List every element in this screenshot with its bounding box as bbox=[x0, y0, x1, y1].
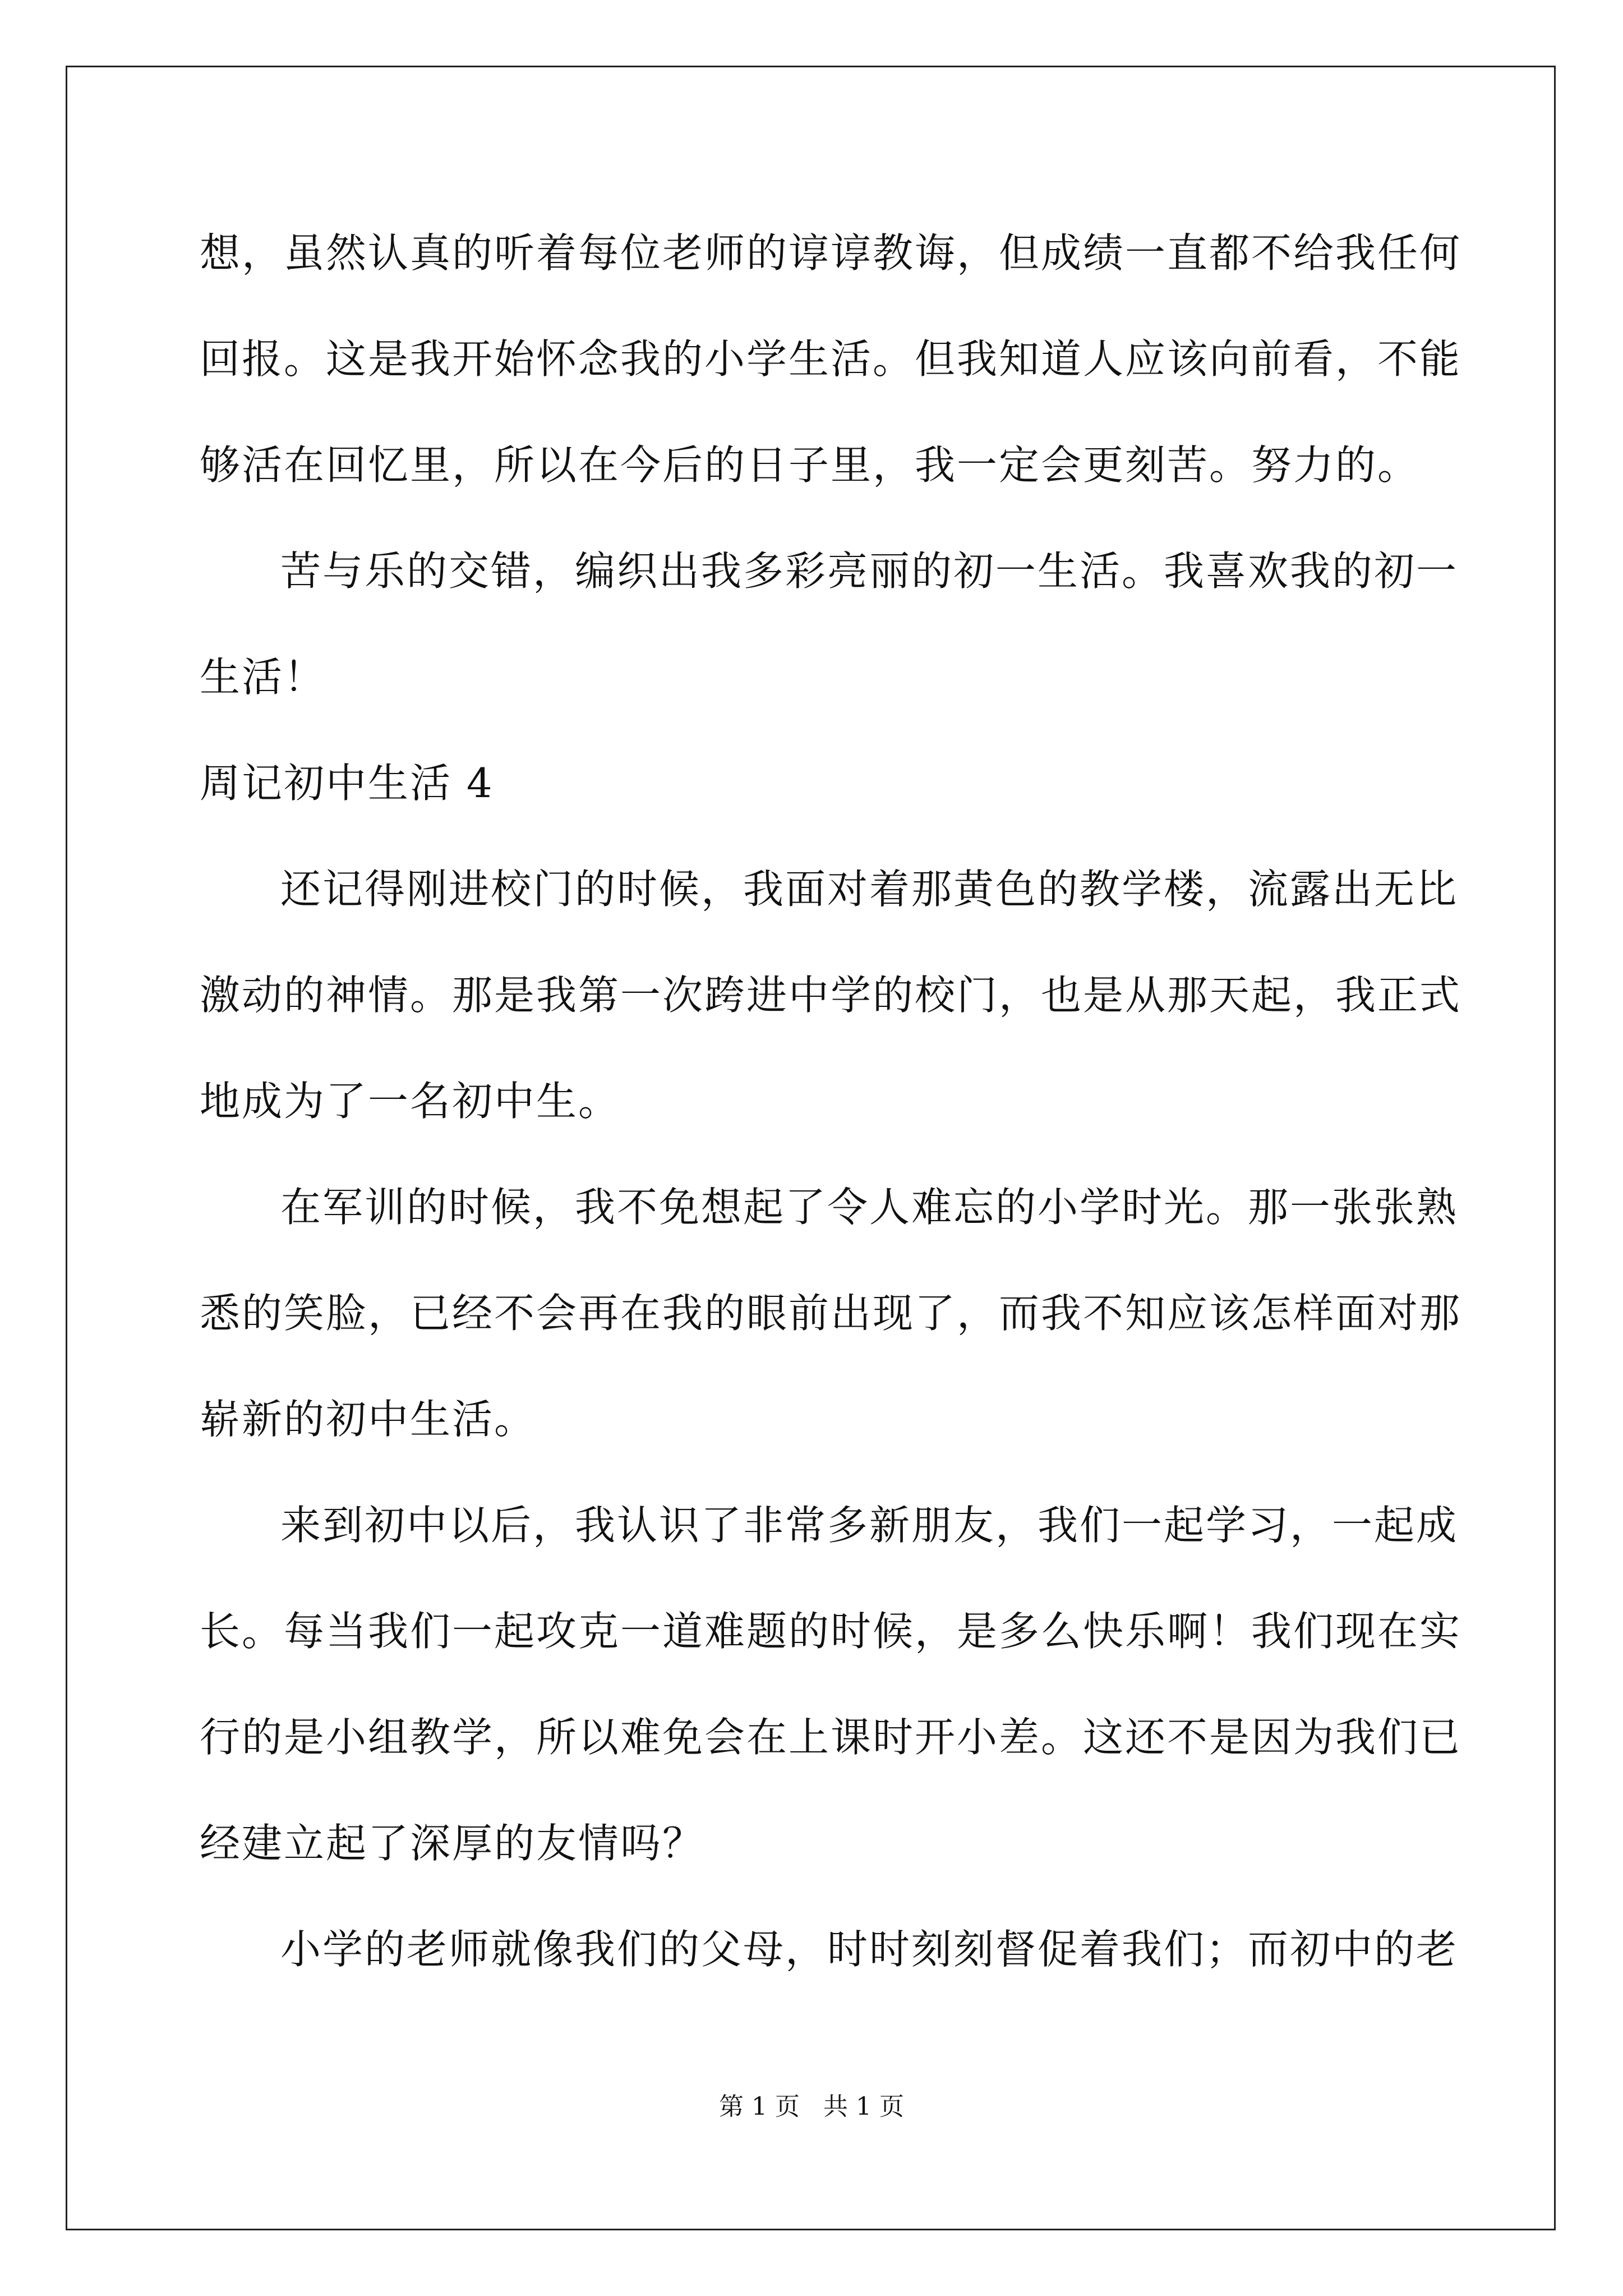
text-line: 小学的老师就像我们的父母，时时刻刻督促着我们；而初中的老 bbox=[280, 1926, 1459, 1973]
text-line: 长。每当我们一起攻克一道难题的时候，是多么快乐啊！我们现在实 bbox=[200, 1608, 1462, 1655]
text-line: 回报。这是我开始怀念我的小学生活。但我知道人应该向前看，不能 bbox=[200, 335, 1462, 383]
text-line: 来到初中以后，我认识了非常多新朋友，我们一起学习，一起成 bbox=[280, 1502, 1459, 1549]
text-line: 崭新的初中生活。 bbox=[200, 1396, 537, 1443]
text-line: 想，虽然认真的听着每位老师的谆谆教诲，但成绩一直都不给我任何 bbox=[200, 229, 1462, 277]
text-line: 在军训的时候，我不免想起了令人难忘的小学时光。那一张张熟 bbox=[280, 1184, 1459, 1231]
page-border bbox=[66, 66, 1556, 2230]
text-line: 苦与乐的交错，编织出我多彩亮丽的初一生活。我喜欢我的初一 bbox=[280, 547, 1459, 595]
text-line: 经建立起了深厚的友情吗？ bbox=[200, 1820, 705, 1867]
text-line: 够活在回忆里，所以在今后的日子里，我一定会更刻苦。努力的。 bbox=[200, 441, 1420, 489]
text-line: 激动的神情。那是我第一次跨进中学的校门，也是从那天起，我正式 bbox=[200, 972, 1462, 1019]
text-line: 还记得刚进校门的时候，我面对着那黄色的教学楼，流露出无比 bbox=[280, 866, 1459, 913]
text-line: 行的是小组教学，所以难免会在上课时开小差。这还不是因为我们已 bbox=[200, 1714, 1462, 1761]
text-line: 悉的笑脸，已经不会再在我的眼前出现了，而我不知应该怎样面对那 bbox=[200, 1290, 1462, 1337]
text-line: 生活！ bbox=[200, 654, 326, 701]
page-footer: 第 1 页 共 1 页 bbox=[719, 2092, 904, 2121]
section-heading: 周记初中生活 4 bbox=[200, 760, 494, 807]
text-line: 地成为了一名初中生。 bbox=[200, 1078, 621, 1125]
